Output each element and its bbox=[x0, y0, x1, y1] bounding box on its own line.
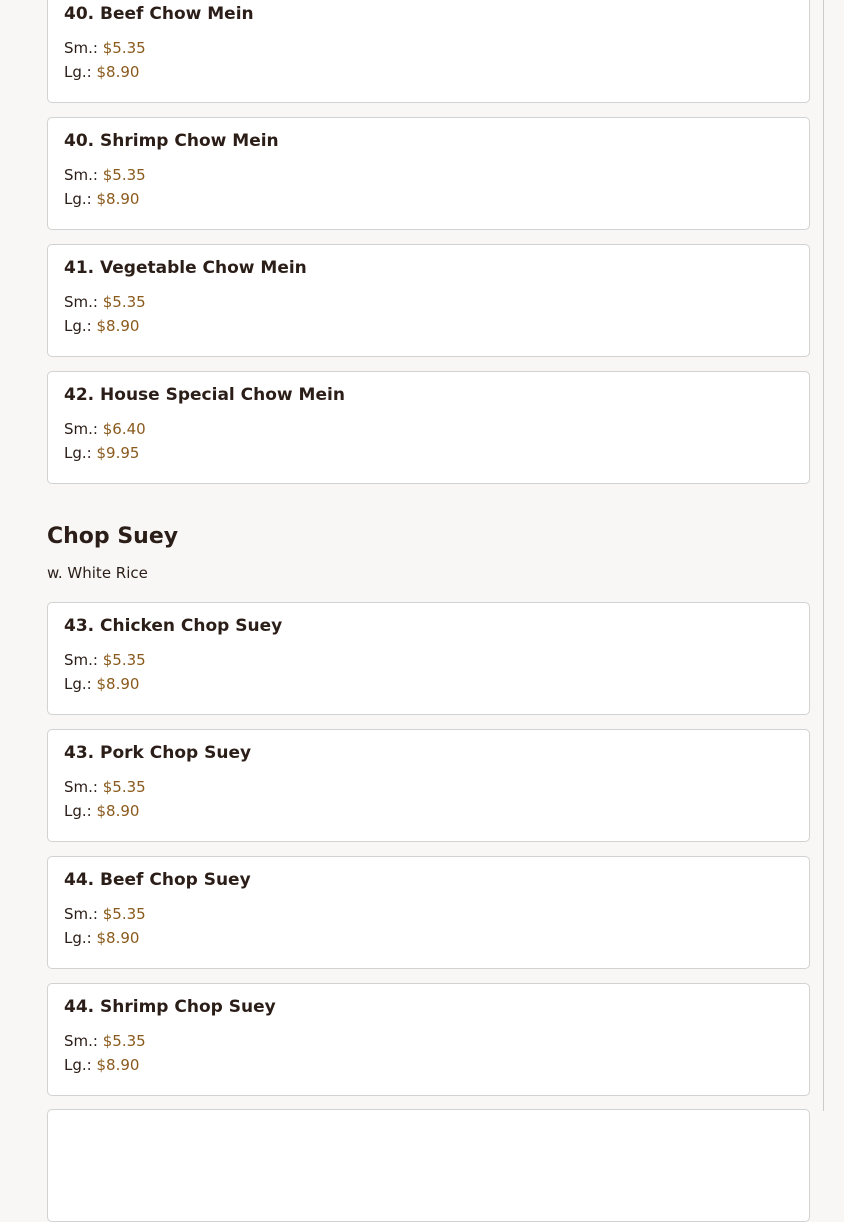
small-price-row bbox=[64, 420, 146, 438]
large-price-value: $8.90 bbox=[96, 675, 140, 693]
small-price-row bbox=[64, 651, 146, 669]
large-price-label: Lg.: bbox=[64, 929, 92, 947]
menu-item-title: 41. Vegetable Chow Mein bbox=[64, 258, 307, 278]
large-price-label: Lg.: bbox=[64, 675, 92, 693]
large-price-row bbox=[64, 929, 139, 947]
large-price-row bbox=[64, 317, 139, 335]
small-price-value: $6.40 bbox=[102, 420, 146, 438]
small-price-row bbox=[64, 293, 146, 311]
menu-item-title: 40. Beef Chow Mein bbox=[64, 4, 254, 24]
large-price-label: Lg.: bbox=[64, 802, 92, 820]
small-price-value: $5.35 bbox=[102, 905, 146, 923]
large-price-row bbox=[64, 444, 139, 462]
small-price-label: Sm.: bbox=[64, 651, 98, 669]
large-price-value: $8.90 bbox=[96, 1056, 140, 1074]
menu-item-title: 40. Shrimp Chow Mein bbox=[64, 131, 279, 151]
large-price-value: $8.90 bbox=[96, 190, 140, 208]
small-price-value: $5.35 bbox=[102, 39, 146, 57]
large-price-label: Lg.: bbox=[64, 444, 92, 462]
large-price-label: Lg.: bbox=[64, 1056, 92, 1074]
large-price-row bbox=[64, 1056, 139, 1074]
small-price-label: Sm.: bbox=[64, 778, 98, 796]
menu-item-card[interactable] bbox=[47, 983, 810, 1096]
menu-item-card[interactable] bbox=[47, 729, 810, 842]
small-price-label: Sm.: bbox=[64, 420, 98, 438]
large-price-label: Lg.: bbox=[64, 190, 92, 208]
small-price-label: Sm.: bbox=[64, 1032, 98, 1050]
small-price-row bbox=[64, 778, 146, 796]
small-price-value: $5.35 bbox=[102, 293, 146, 311]
small-price-label: Sm.: bbox=[64, 293, 98, 311]
small-price-row bbox=[64, 39, 146, 57]
large-price-row bbox=[64, 802, 139, 820]
small-price-label: Sm.: bbox=[64, 39, 98, 57]
large-price-row bbox=[64, 190, 139, 208]
large-price-row bbox=[64, 63, 139, 81]
menu-item-card[interactable] bbox=[47, 0, 810, 103]
menu-item-title: 42. House Special Chow Mein bbox=[64, 385, 345, 405]
menu-item-card[interactable] bbox=[47, 244, 810, 357]
small-price-row bbox=[64, 166, 146, 184]
menu-item-title: 44. Beef Chop Suey bbox=[64, 870, 251, 890]
small-price-value: $5.35 bbox=[102, 778, 146, 796]
large-price-row bbox=[64, 675, 139, 693]
menu-item-card[interactable] bbox=[47, 602, 810, 715]
large-price-value: $8.90 bbox=[96, 63, 140, 81]
large-price-value: $9.95 bbox=[96, 444, 140, 462]
large-price-value: $8.90 bbox=[96, 317, 140, 335]
small-price-value: $5.35 bbox=[102, 1032, 146, 1050]
large-price-label: Lg.: bbox=[64, 317, 92, 335]
menu-item-card[interactable] bbox=[47, 856, 810, 969]
small-price-label: Sm.: bbox=[64, 905, 98, 923]
large-price-label: Lg.: bbox=[64, 63, 92, 81]
small-price-row bbox=[64, 1032, 146, 1050]
small-price-row bbox=[64, 905, 146, 923]
menu-item-title: 43. Chicken Chop Suey bbox=[64, 616, 283, 636]
menu-item-card[interactable] bbox=[47, 1109, 810, 1222]
small-price-label: Sm.: bbox=[64, 166, 98, 184]
menu-item-card[interactable] bbox=[47, 371, 810, 484]
menu-item-title: 44. Shrimp Chop Suey bbox=[64, 997, 276, 1017]
large-price-value: $8.90 bbox=[96, 802, 140, 820]
menu-item-card[interactable] bbox=[47, 117, 810, 230]
menu-item-title: 43. Pork Chop Suey bbox=[64, 743, 252, 763]
section-subtitle: w. White Rice bbox=[47, 564, 148, 582]
section-title: Chop Suey bbox=[47, 524, 179, 549]
small-price-value: $5.35 bbox=[102, 651, 146, 669]
large-price-value: $8.90 bbox=[96, 929, 140, 947]
small-price-value: $5.35 bbox=[102, 166, 146, 184]
